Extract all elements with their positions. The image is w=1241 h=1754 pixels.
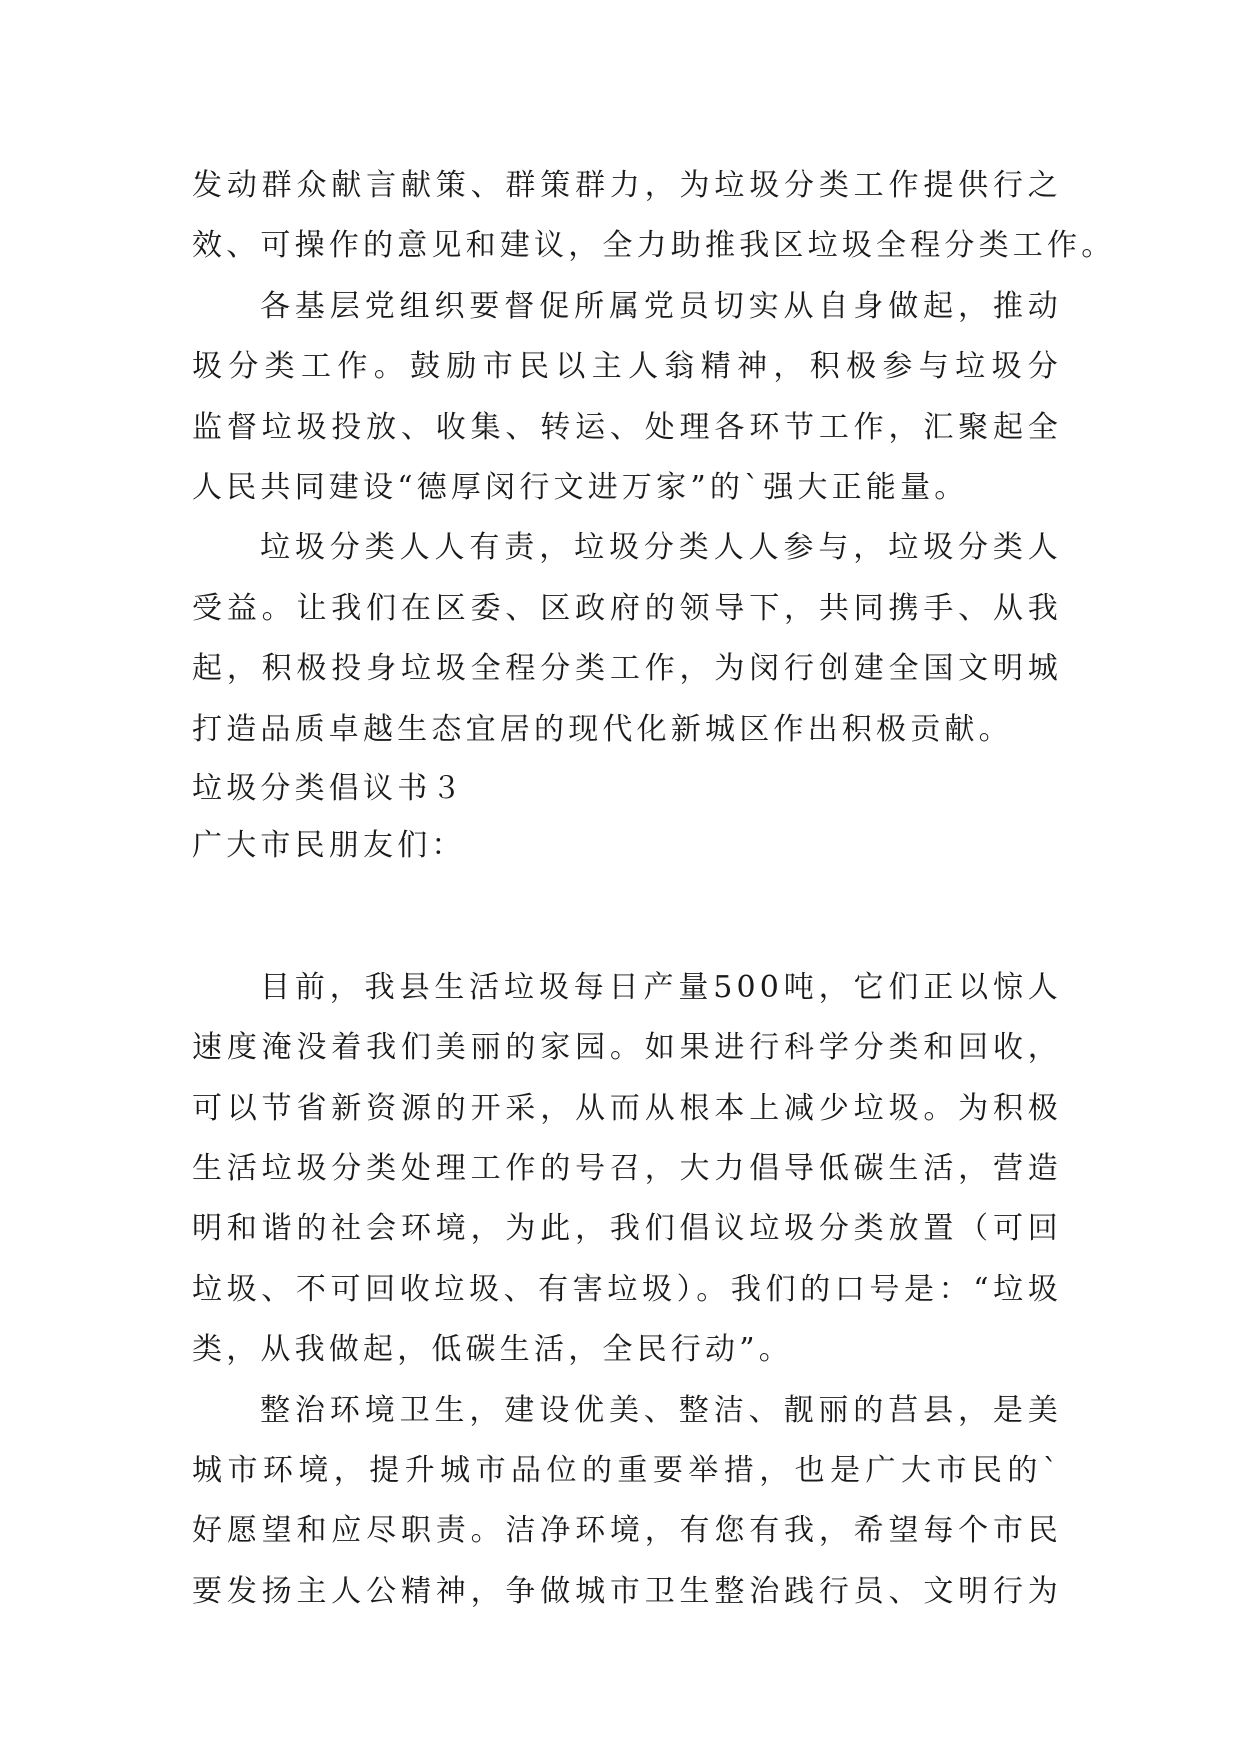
text-line: 好愿望和应尽职责。洁净环境，有您有我，希望每个市民 [192,1513,1062,1549]
text-line: 垃圾、不可回收垃圾、有害垃圾）。我们的口号是：“垃圾 [192,1271,1062,1307]
text-line: 速度淹没着我们美丽的家园。如果进行科学分类和回收， [192,1030,1062,1066]
section-heading: 垃圾分类倡议书３ [192,770,466,806]
paragraph-2 [192,277,1062,519]
text-line: 监督垃圾投放、收集、转运、处理各环节工作，汇聚起全 [192,409,1062,445]
salutation: 广大市民朋友们： [192,827,466,863]
text-line: 受益。让我们在区委、区政府的领导下，共同携手、从我 [192,590,1062,626]
text-line: 人民共同建设“德厚闵行文进万家”的`强大正能量。 [192,469,969,505]
paragraph-4 [192,958,1062,1381]
blank-spacer [192,874,1062,958]
paragraph-3 [192,518,1062,760]
text-line: 圾分类工作。鼓励市民以主人翁精神，积极参与垃圾分 [192,349,1062,385]
text-line: 类，从我做起，低碳生活，全民行动”。 [192,1332,793,1368]
text-line: 各基层党组织要督促所属党员切实从自身做起，推动 [260,288,1062,324]
paragraph-1 [192,156,1116,277]
text-line: 可以节省新资源的开采，从而从根本上减少垃圾。为积极 [192,1090,1062,1126]
text-line: 目前，我县生活垃圾每日产量500吨，它们正以惊人 [260,969,1062,1005]
document-body [192,156,1116,1622]
text-line: 发动群众献言献策、群策群力，为垃圾分类工作提供行之 [192,168,1062,203]
paragraph-5 [192,1381,1062,1623]
text-line: 生活垃圾分类处理工作的号召，大力倡导低碳生活，营造 [192,1151,1062,1187]
text-line: 城市环境，提升城市品位的重要举措，也是广大市民的` [192,1453,1062,1489]
text-line: 起，积极投身垃圾全程分类工作，为闵行创建全国文明城 [192,651,1062,687]
text-line: 垃圾分类人人有责，垃圾分类人人参与，垃圾分类人 [260,530,1062,566]
text-line: 打造品质卓越生态宜居的现代化新城区作出积极贡献。 [192,711,1013,747]
text-line: 明和谐的社会环境，为此，我们倡议垃圾分类放置（可回 [192,1211,1062,1247]
text-line: 要发扬主人公精神，争做城市卫生整治践行员、文明行为 [192,1573,1062,1609]
text-line: 效、可操作的意见和建议，全力助推我区垃圾全程分类工作。 [192,228,1116,264]
text-line: 整治环境卫生，建设优美、整洁、靓丽的莒县，是美 [260,1392,1062,1428]
